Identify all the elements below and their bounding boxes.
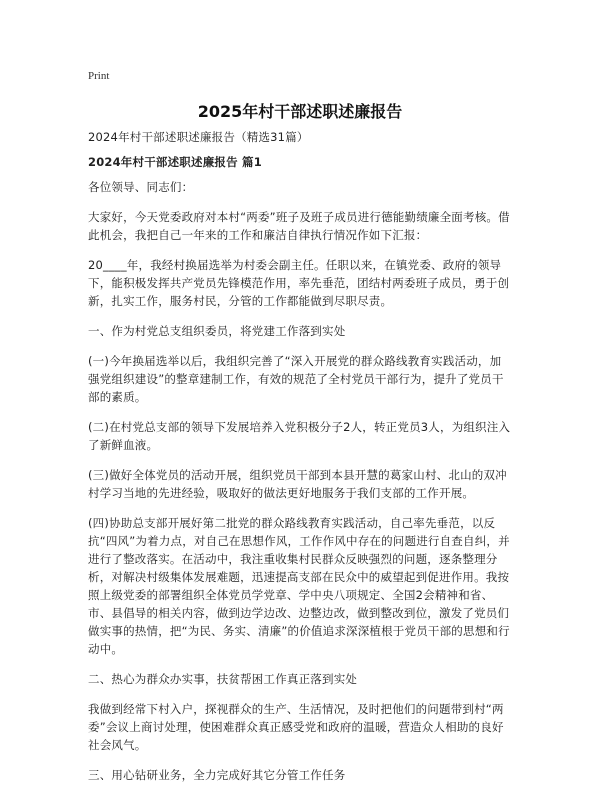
document-subtitle: 2024年村干部述职述廉报告（精选31篇）: [88, 130, 309, 144]
salutation: 各位领导、同志们：: [88, 180, 194, 194]
document-title: 2025年村干部述职述廉报告: [197, 102, 403, 121]
paragraph-background: 20____年，我经村换届选举为村委会副主任。任职以来，在镇党委、政府的领导下，能积极发挥共产党员先锋模范作用，率先垂范，团结村两委班子成员，勇于创新，扎实工作，服务村民，分管的工作都能做到尽职尽责。: [88, 258, 510, 308]
heading-part-three: 三、用心钻研业务，全力完成好其它分管工作任务: [88, 768, 346, 782]
heading-part-two: 二、热心为群众办实事，扶贫帮困工作真正落到实处: [88, 672, 358, 686]
section-heading: 2024年村干部述职述廉报告 篇1: [88, 155, 262, 169]
paragraph-intro: 大家好，今天党委政府对本村“两委”班子及班子成员进行德能勤绩廉全面考核。借此机会，我把自己一年来的工作和廉洁自律执行情况作如下汇报：: [88, 210, 510, 242]
heading-part-one: 一、作为村党总支组织委员，将党建工作落到实处: [88, 324, 346, 338]
paragraph-part-two: 我做到经常下村入户，探视群众的生产、生活情况，及时把他们的问题带到村“两委”会议上商讨处理，使困难群众真正感受党和政府的温暖，营造众人相助的良好社会风气。: [88, 702, 504, 752]
paragraph-item-1: (一)今年换届选举以后，我组织完善了“深入开展党的群众路线教育实践活动，加强党组织建设”的整章建制工作，有效的规范了全村党员干部行为，提升了党员干部的素质。: [88, 354, 504, 404]
document-body: [88, 128, 513, 796]
paragraph-item-2: (二)在村党总支部的领导下发展培养入党积极分子2人，转正党员3人，为组织注入了新鲜血液。: [88, 420, 511, 452]
paragraph-item-3: (三)做好全体党员的活动开展，组织党员干部到本县开慧的葛家山村、北山的双冲村学习当地的先进经验，吸取好的做法更好地服务于我们支部的工作开展。: [88, 468, 507, 500]
paragraph-item-4: (四)协助总支部开展好第二批党的群众路线教育实践活动，自己率先垂范，以反抗“四风”为着力点，对自己在思想作风，工作作风中存在的问题进行自查自纠，并进行了整改落实。在活动中，我注重收集村民群众反映强烈的问题，逐条整理分析，对解决村级集体发展难题，迅速提高支部在民众中的威望起到促进作用。我按照上级党委的部署组织全体党员学党章、学中央八项规定、全国2会精神和省、市、县倡导的相关内容，做到边学边改、边整边改，做到整改到位，激发了党员们做实事的热情，把“为民、务实、清廉”的价值追求深深植根于党员干部的思想和行动中。: [88, 516, 510, 656]
print-link[interactable]: Print: [88, 70, 110, 82]
